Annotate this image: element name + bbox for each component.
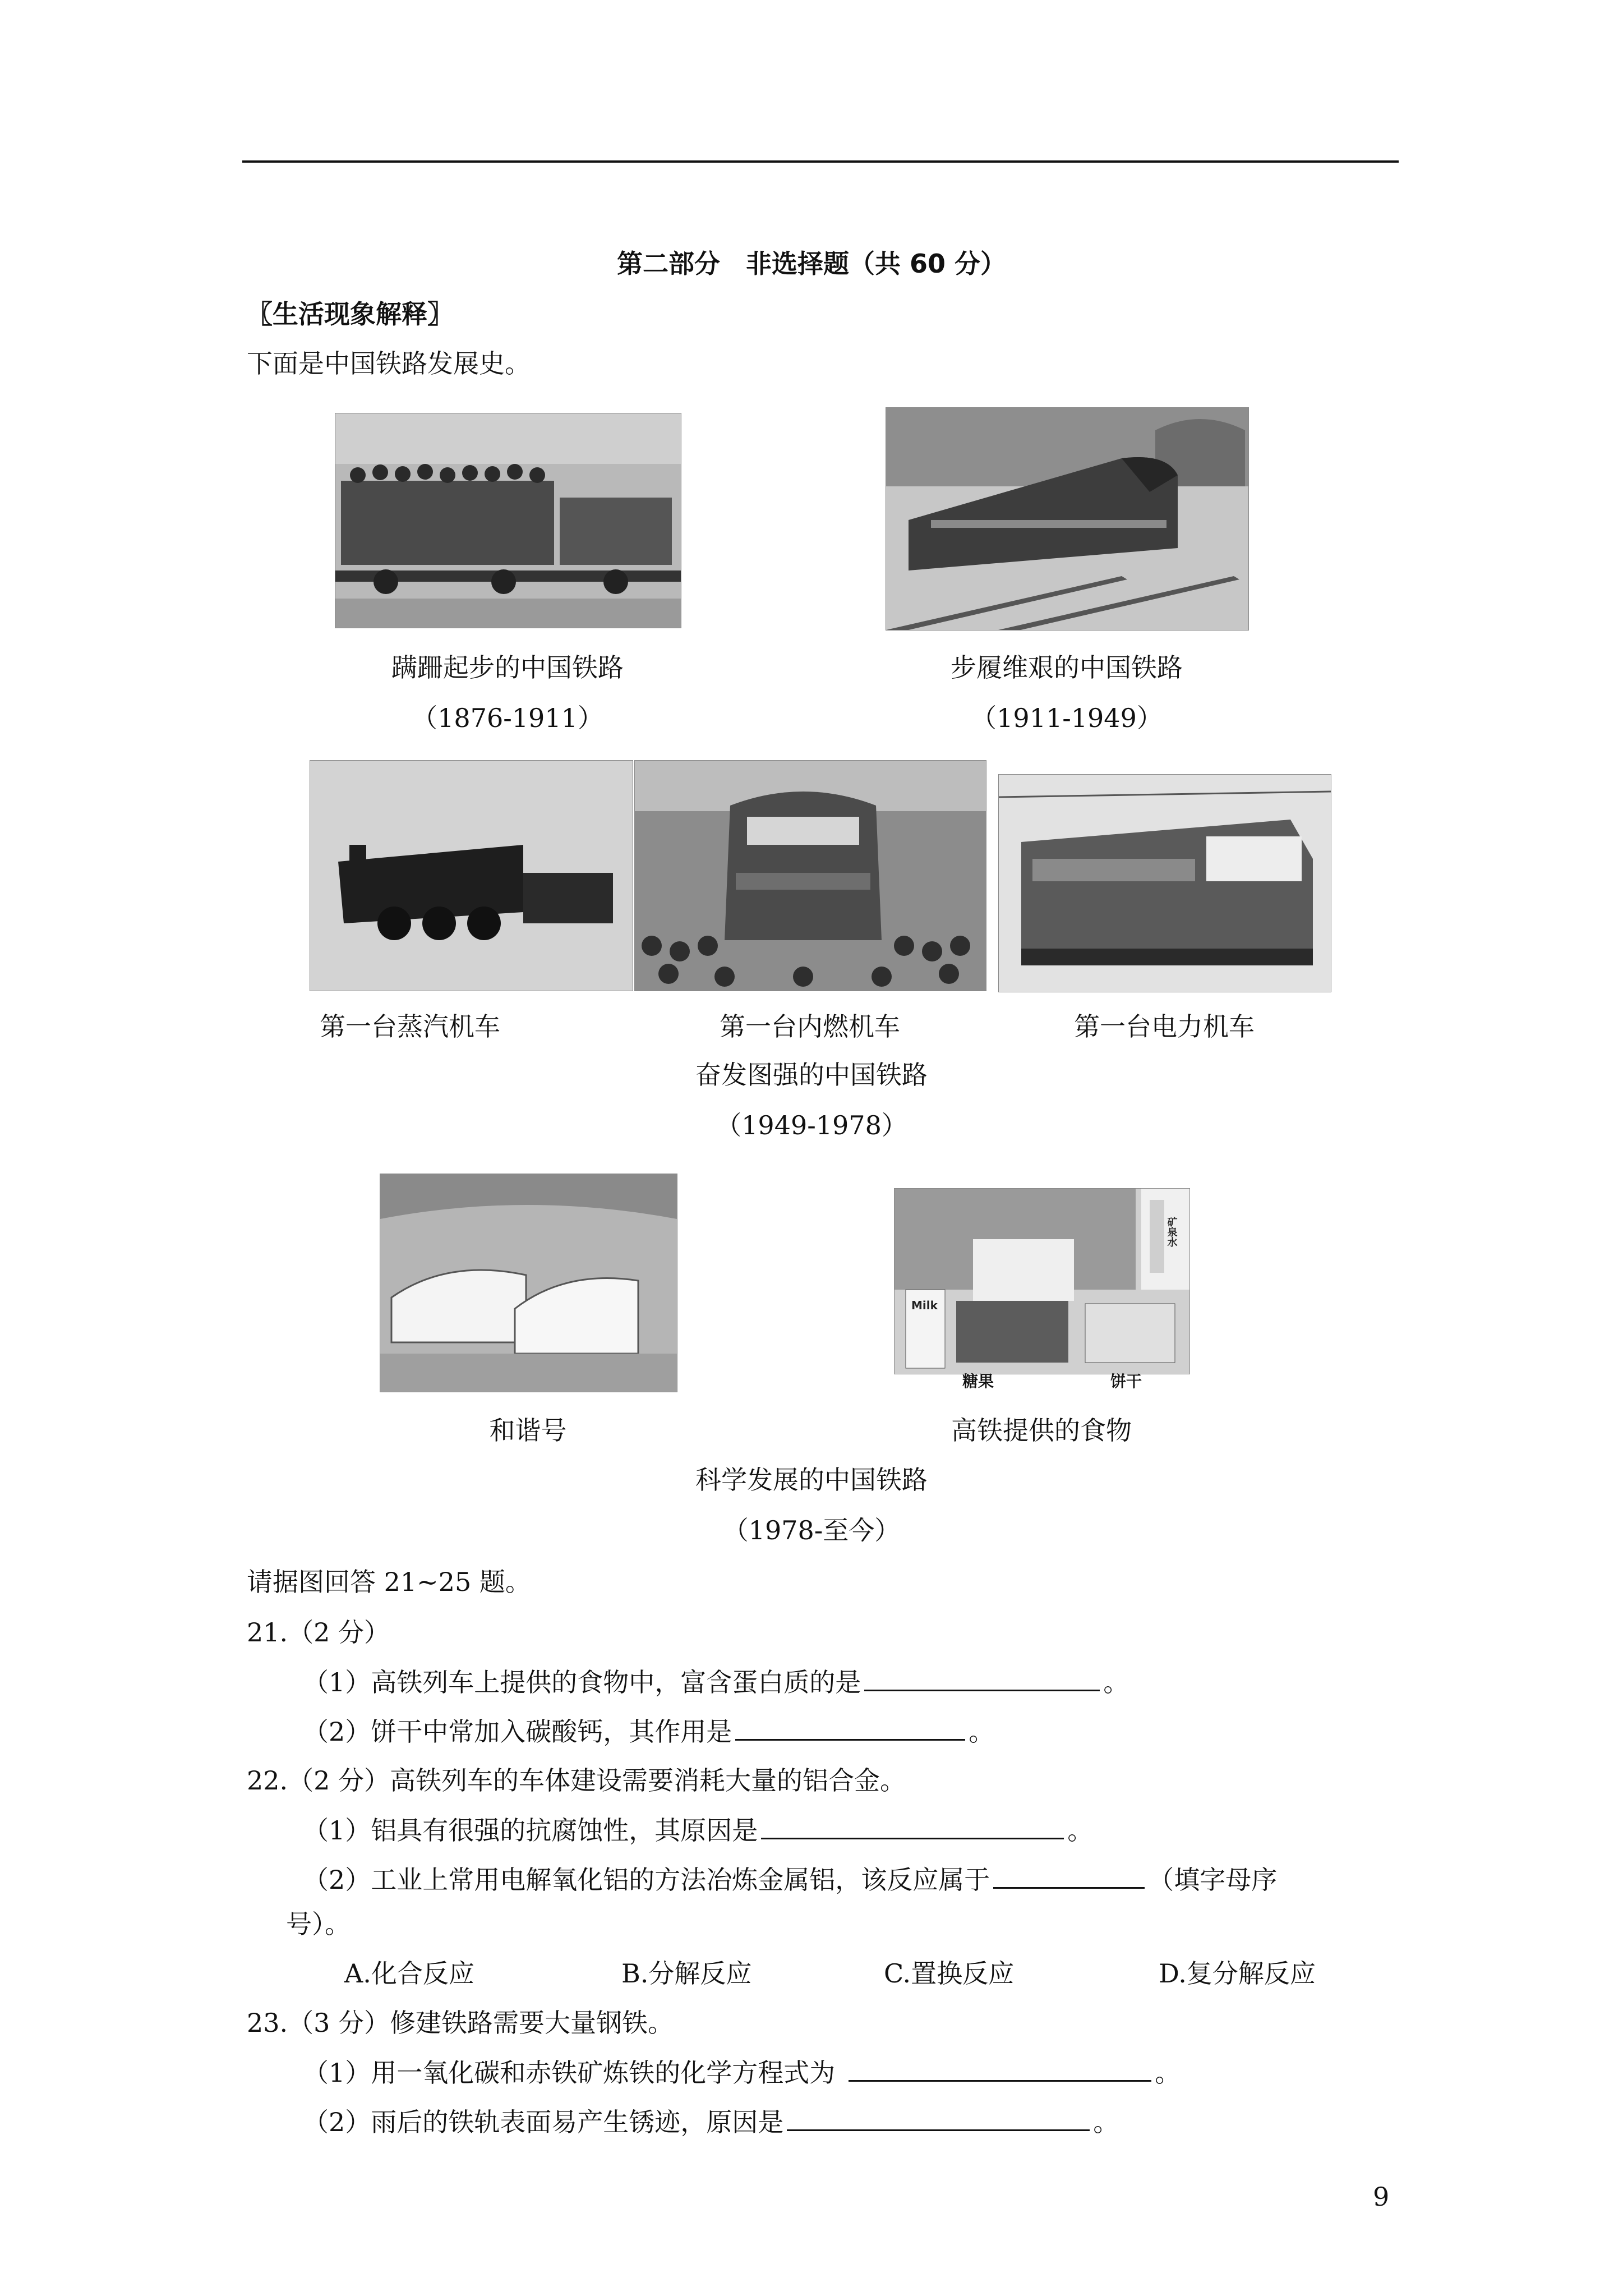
caption-steam-locomotive: 第一台蒸汽机车 <box>320 1011 500 1042</box>
answer-prompt: 请据图回答 21~25 题。 <box>247 1567 531 1597</box>
photo-early-railway <box>335 413 681 628</box>
caption-diesel-locomotive: 第一台内燃机车 <box>720 1011 900 1042</box>
header-rule <box>242 160 1399 163</box>
q22-part2: （2）工业上常用电解氧化铝的方法冶炼金属铝，该反应属于 （填字母序 <box>303 1862 1277 1897</box>
caption-electric-locomotive: 第一台电力机车 <box>1074 1011 1255 1042</box>
period-struggling-railway: （1911-1949） <box>971 703 1163 733</box>
caption-struggling-railway: 步履维艰的中国铁路 <box>951 652 1183 683</box>
water-label: 矿泉水 <box>1165 1217 1178 1247</box>
caption-hsr-food: 高铁提供的食物 <box>951 1415 1132 1446</box>
era-1978-caption: 科学发展的中国铁路 <box>695 1465 928 1495</box>
caption-harmony-train: 和谐号 <box>489 1415 567 1446</box>
q23-part1: （1）用一氧化碳和赤铁矿炼铁的化学方程式为 。 <box>303 2055 1181 2090</box>
photo-electric-locomotive <box>998 774 1331 992</box>
q23-head: 23.（3 分）修建铁路需要大量钢铁。 <box>247 2008 674 2038</box>
page-number: 9 <box>1373 2182 1390 2212</box>
candy-label: 糖果 <box>962 1372 994 1391</box>
era-1978-period: （1978-至今） <box>722 1515 901 1545</box>
period-early-railway: （1876-1911） <box>412 703 603 733</box>
q23-answer2-blank[interactable] <box>787 2105 1090 2131</box>
milk-label: Milk <box>911 1299 938 1312</box>
q22-option-b: B.分解反应 <box>621 1958 752 1989</box>
q21-head: 21.（2 分） <box>247 1617 390 1648</box>
intro-text: 下面是中国铁路发展史。 <box>247 348 531 379</box>
era-1949-caption: 奋发图强的中国铁路 <box>695 1060 928 1090</box>
q22-option-c: C.置换反应 <box>884 1958 1015 1989</box>
photo-steam-locomotive <box>310 760 633 991</box>
q22-part1: （1）铝具有很强的抗腐蚀性，其原因是 。 <box>303 1813 1093 1847</box>
q22-option-d: D.复分解反应 <box>1159 1958 1316 1989</box>
photo-diesel-locomotive <box>634 760 986 991</box>
era-1949-period: （1949-1978） <box>716 1110 907 1140</box>
q21-answer2-blank[interactable] <box>735 1714 965 1741</box>
q21-part1: （1）高铁列车上提供的食物中，富含蛋白质的是 。 <box>303 1665 1129 1699</box>
q22-head: 22.（2 分）高铁列车的车体建设需要消耗大量的铝合金。 <box>247 1765 906 1796</box>
q22-answer1-blank[interactable] <box>761 1813 1064 1839</box>
photo-harmony-train <box>380 1174 677 1392</box>
q22-answer2-blank[interactable] <box>993 1862 1145 1889</box>
section-title: 第二部分 非选择题（共 60 分） <box>616 249 1007 279</box>
caption-early-railway: 蹒跚起步的中国铁路 <box>391 652 624 683</box>
q23-part2: （2）雨后的铁轨表面易产生锈迹，原因是 。 <box>303 2105 1119 2139</box>
q22-part2-cont: 号）。 <box>286 1909 351 1939</box>
q21-part2: （2）饼干中常加入碳酸钙，其作用是 。 <box>303 1714 994 1749</box>
q22-option-a: A.化合反应 <box>344 1958 474 1989</box>
section-label: 〖生活现象解释〗 <box>247 299 453 329</box>
photo-hsr-food <box>894 1188 1190 1374</box>
biscuit-label: 饼干 <box>1110 1372 1142 1391</box>
q21-answer1-blank[interactable] <box>864 1665 1100 1691</box>
q23-answer1-blank[interactable] <box>849 2055 1151 2082</box>
photo-struggling-railway <box>886 407 1249 631</box>
